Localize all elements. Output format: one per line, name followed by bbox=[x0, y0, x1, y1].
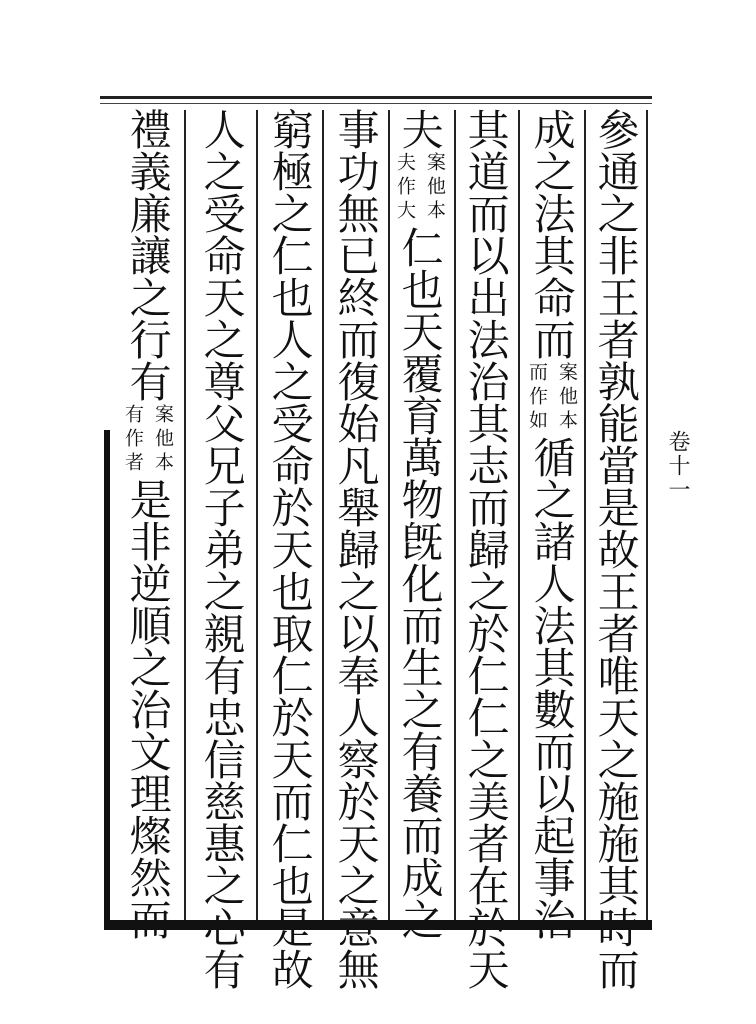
column-separator bbox=[454, 110, 456, 920]
text-column-2 bbox=[524, 108, 580, 940]
column-text: 窮極之仁也人之受命於天也取仁於天而仁也是故 bbox=[265, 108, 315, 990]
volume-mark: 卷十一 bbox=[665, 430, 690, 502]
column-text: 循之諸人法其數而以起事治 bbox=[527, 436, 577, 940]
note-line: 案他本 bbox=[556, 362, 578, 434]
note-line: 案他本 bbox=[152, 404, 174, 476]
column-text: 成之法其命而 bbox=[527, 108, 577, 360]
text-column-6 bbox=[262, 108, 318, 990]
column-text: 禮義廉讓之行有 bbox=[123, 108, 173, 402]
note-line: 案他本 bbox=[424, 152, 446, 224]
text-column-4 bbox=[392, 108, 448, 940]
column-text: 事功無已終而復始凡舉歸之以奉人察於天之意無 bbox=[331, 108, 381, 990]
text-column-5 bbox=[328, 108, 384, 990]
column-separator bbox=[322, 110, 324, 920]
note-line: 而作如 bbox=[526, 362, 548, 434]
text-column-8 bbox=[120, 108, 176, 940]
column-text: 其道而以出法治其志而歸之於仁仁之美者在於天 bbox=[461, 108, 511, 990]
fold-margin bbox=[650, 96, 706, 596]
collation-note bbox=[525, 362, 579, 434]
text-column-7 bbox=[194, 108, 250, 990]
column-text: 參通之非王者孰能當是故王者唯天之施施其時而 bbox=[591, 108, 641, 990]
collation-note bbox=[121, 404, 175, 476]
note-line: 夫作大 bbox=[394, 152, 416, 224]
column-separator bbox=[184, 110, 186, 920]
column-separator bbox=[518, 110, 520, 920]
column-text: 人之受命天之尊父兄子弟之親有忠信慈惠之心有 bbox=[197, 108, 247, 990]
left-border bbox=[104, 430, 110, 930]
column-text: 夫 bbox=[395, 108, 445, 150]
column-separator bbox=[646, 110, 648, 920]
column-text: 是非逆順之治文理燦然而 bbox=[123, 478, 173, 940]
collation-note bbox=[393, 152, 447, 224]
note-line: 有作者 bbox=[122, 404, 144, 476]
top-rule bbox=[100, 96, 652, 104]
text-column-1 bbox=[588, 108, 644, 990]
column-text: 仁也天覆育萬物旣化而生之有養而成之 bbox=[395, 226, 445, 940]
column-separator bbox=[256, 110, 258, 920]
column-separator bbox=[584, 110, 586, 920]
text-column-3 bbox=[458, 108, 514, 990]
column-separator bbox=[388, 110, 390, 920]
